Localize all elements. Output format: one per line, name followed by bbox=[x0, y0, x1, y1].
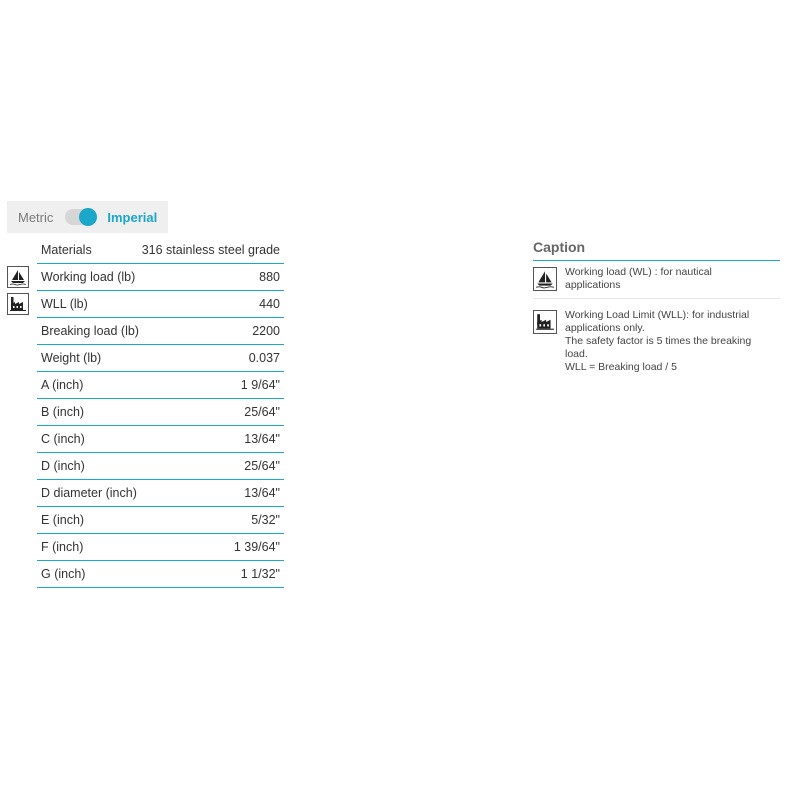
spec-row-d-diameter bbox=[37, 480, 284, 507]
sailboat-icon bbox=[533, 267, 557, 291]
spec-row-working-load bbox=[37, 264, 284, 291]
caption-line: applications bbox=[565, 279, 621, 291]
spec-value: 25/64" bbox=[244, 405, 280, 419]
caption-line: WLL = Breaking load / 5 bbox=[565, 361, 677, 373]
spec-label: Working load (lb) bbox=[41, 270, 136, 284]
spec-value: 440 bbox=[259, 297, 280, 311]
caption-line: Working Load Limit (WLL): for industrial bbox=[565, 309, 750, 321]
spec-value: 2200 bbox=[252, 324, 280, 338]
spec-row-d bbox=[37, 453, 284, 480]
spec-row-breaking-load bbox=[37, 318, 284, 345]
caption-divider bbox=[533, 260, 780, 261]
spec-row-materials bbox=[37, 237, 284, 264]
caption-line: load. bbox=[565, 348, 588, 360]
imperial-label[interactable]: Imperial bbox=[107, 209, 158, 225]
spec-row-weight bbox=[37, 345, 284, 372]
spec-label: E (inch) bbox=[41, 513, 85, 527]
spec-label: D (inch) bbox=[41, 459, 85, 473]
spec-row-f bbox=[37, 534, 284, 561]
sailboat-icon bbox=[7, 266, 29, 288]
unit-switch-knob[interactable] bbox=[79, 208, 97, 226]
caption-item-divider bbox=[533, 298, 780, 299]
caption-item-wl bbox=[565, 266, 770, 292]
unit-switch[interactable] bbox=[65, 209, 97, 225]
spec-label: B (inch) bbox=[41, 405, 85, 419]
spec-row-wll bbox=[37, 291, 284, 318]
spec-label: G (inch) bbox=[41, 567, 86, 581]
unit-toggle-bar bbox=[7, 201, 168, 233]
spec-value: 1 9/64" bbox=[240, 378, 280, 392]
spec-label: F (inch) bbox=[41, 540, 84, 554]
spec-row-g bbox=[37, 561, 284, 588]
spec-label: Materials bbox=[41, 243, 92, 257]
metric-label[interactable]: Metric bbox=[18, 209, 54, 225]
caption-line: Working load (WL) : for nautical bbox=[565, 266, 712, 278]
spec-label: WLL (lb) bbox=[41, 297, 88, 311]
caption-line: applications only. bbox=[565, 322, 645, 334]
spec-row-e bbox=[37, 507, 284, 534]
spec-value: 1 1/32" bbox=[240, 567, 280, 581]
caption-title: Caption bbox=[533, 239, 586, 255]
spec-row-c bbox=[37, 426, 284, 453]
factory-icon bbox=[533, 310, 557, 334]
spec-value: 1 39/64" bbox=[233, 540, 280, 554]
spec-value: 25/64" bbox=[244, 459, 280, 473]
spec-value: 880 bbox=[259, 270, 280, 284]
spec-label: Weight (lb) bbox=[41, 351, 102, 365]
spec-label: Breaking load (lb) bbox=[41, 324, 139, 338]
spec-row-a bbox=[37, 372, 284, 399]
spec-label: C (inch) bbox=[41, 432, 85, 446]
spec-label: A (inch) bbox=[41, 378, 84, 392]
factory-icon bbox=[7, 293, 29, 315]
spec-value: 5/32" bbox=[251, 513, 280, 527]
spec-value: 13/64" bbox=[244, 486, 280, 500]
spec-label: D diameter (inch) bbox=[41, 486, 137, 500]
spec-table bbox=[37, 237, 284, 588]
spec-row-b bbox=[37, 399, 284, 426]
spec-value: 0.037 bbox=[248, 351, 280, 365]
caption-item-wll bbox=[565, 309, 770, 374]
spec-value: 13/64" bbox=[244, 432, 280, 446]
caption-line: The safety factor is 5 times the breaking bbox=[565, 335, 752, 347]
spec-value: 316 stainless steel grade bbox=[141, 243, 280, 257]
